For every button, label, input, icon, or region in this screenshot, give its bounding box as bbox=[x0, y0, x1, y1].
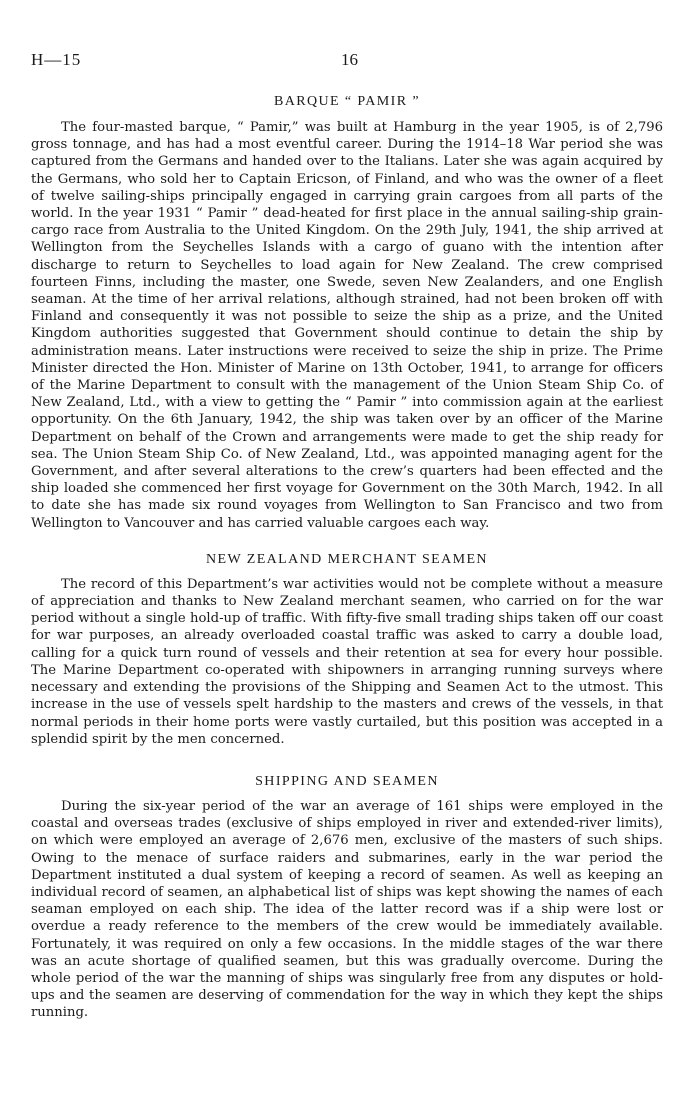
page-header bbox=[31, 36, 663, 69]
document-page bbox=[31, 36, 663, 1022]
section-body-pamir: The four-masted barque, “ Pamir,” was built at Hamburg in the year 1905, is of 2,796 gross tonnage, and has had a most eventful career. During the 1914–18 War period she was captured from the Germans and handed over to the Italians. Later she was again acquired by the Germans, who sold her to Captain Ericson, of Finland, and who was the owner of a fleet of twelve sailing-ships principally engaged in carrying grain cargoes from all parts of the world. In the year 1931 “ Pamir ” dead-heated for first place in the annual sailing-ship grain-cargo race from Australia to the United Kingdom. On the 29th July, 1941, the ship arrived at Wellington from the Seychelles Islands with a cargo of guano with the intention after discharge to return to Seychelles to load again for New Zealand. The crew comprised fourteen Finns, including the master, one Swede, seven New Zealanders, and one English seaman. At the time of her arrival relations, although strained, had not been broken off with Finland and consequently it was not possible to seize the ship as a prize, and the United Kingdom authorities suggested that Government should continue to detain the ship by administration means. Later instructions were received to seize the ship in prize. The Prime Minister directed the Hon. Minister of Marine on 13th October, 1941, to arrange for officers of the Marine Department to consult with the management of the Union Steam Ship Co. of New Zealand, Ltd., with a view to getting the “ Pamir ” into commission again at the earliest opportunity. On the 6th January, 1942, the ship was taken over by an officer of the Marine Department on behalf of the Crown and arrangements were made to get the ship ready for sea. The Union Steam Ship Co. of New Zealand, Ltd., was appointed managing agent for the Government, and after several alterations to the crew’s quarters had been effected and the ship loaded she commenced her first voyage for Government on the 30th March, 1942. In all to date she has made six round voyages from Wellington to San Francisco and two from Wellington to Vancouver and has carried valuable cargoes each way. bbox=[31, 120, 663, 531]
section-body-shipping-and-seamen: During the six-year period of the war an average of 161 ships were employed in the coastal and overseas trades (exclusive of ships employed in river and extended-river limits), on which were employed an average of 2,676 men, exclusive of the masters of such ships. Owing to the menace of surface raiders and submarines, early in the war period the Department instituted a dual system of keeping a record of seamen. As well as keeping an individual record of seamen, an alphabetical list of ships was kept showing the names of each seaman employed on each ship. The idea of the latter record was if a ship were lost or overdue a ready reference to the members of the crew would be immediately available. Fortunately, it was required on only a few occasions. In the middle stages of the war there was an acute shortage of qualified seamen, but this was gradually overcome. During the whole period of the war the manning of ships was singularly free from any disputes or hold-ups and the seamen are deserving of commendation for the way in which they kept the ships running. bbox=[31, 798, 663, 1021]
section-heading-merchant-seamen: NEW ZEALAND MERCHANT SEAMEN bbox=[206, 551, 488, 567]
page-number: 16 bbox=[341, 50, 358, 69]
section-heading-shipping-and-seamen: SHIPPING AND SEAMEN bbox=[255, 773, 439, 789]
document-reference: H—15 bbox=[31, 50, 82, 69]
section-heading-pamir: BARQUE “ PAMIR ” bbox=[274, 94, 420, 109]
section-body-merchant-seamen: The record of this Department’s war activities would not be complete without a measure of appreciation and thanks to New Zealand merchant seamen, who carried on for the war period without a single hold-up of traffic. With fifty-five small trading ships taken off our coast for war purposes, an already overloaded coastal traffic was asked to carry a double load, calling for a quick turn round of vessels and their retention at sea for every hour possible. The Marine Department co-operated with shipowners in arranging running surveys where necessary and extending the provisions of the Shipping and Seamen Act to the utmost. This increase in the use of vessels spelt hardship to the masters and crews of the vessels, in that normal periods in their home ports were vastly curtailed, but this position was accepted in a splendid spirit by the men concerned. bbox=[31, 576, 663, 747]
